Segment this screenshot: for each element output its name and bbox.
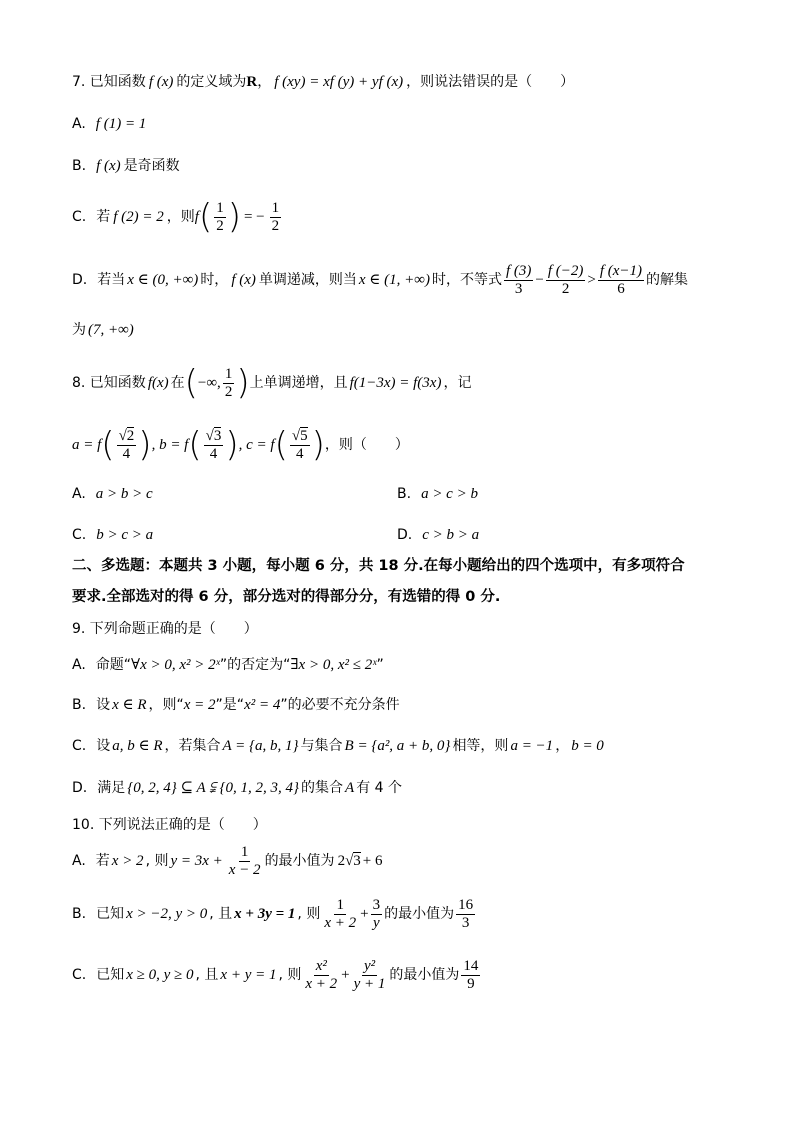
- math: f (x): [96, 158, 121, 174]
- option-label: A.: [72, 116, 86, 132]
- math: x + y = 1: [220, 967, 277, 983]
- fraction: $\frac{3}{y}$: [372, 896, 381, 931]
- math: a > b > c: [95, 486, 153, 502]
- option-label: B.: [72, 697, 87, 713]
- q7-option-d-continued: [72, 320, 134, 340]
- math: ∀x > 0, x² > 2ˣ: [131, 657, 220, 673]
- q7-stem-text: ，则说法错误的是（ ）: [406, 74, 575, 90]
- option-text: 若当: [97, 272, 126, 288]
- option-text: ，则: [166, 209, 195, 225]
- option-label: C.: [72, 967, 87, 983]
- q10-option-a[interactable]: A. 若 x > 2 , 则 y = 3x + $\frac{1}{x - 2}$ 的最小值为 2 √3 + 6: [72, 843, 383, 878]
- q8-definitions: a = f ( $\frac{√2}{4}$ ) , b = f ( $\frac{√3}{4}$ ) , c = f ( $\frac{√5}{4}$ ) ，则（ ）: [72, 425, 409, 465]
- fraction: $\frac{f (-2)}{2}$: [547, 262, 584, 297]
- option-label: A.: [72, 486, 86, 502]
- fraction: $\frac{16}{3}$: [458, 896, 474, 931]
- q7-option-b[interactable]: [72, 156, 180, 176]
- math: f (x): [148, 74, 174, 90]
- option-text: 命题“: [95, 657, 132, 673]
- option-label: B.: [72, 158, 87, 174]
- option-label: D.: [72, 780, 88, 796]
- q9-stem: 9. 下列命题正确的是（ ）: [72, 621, 258, 637]
- math: 2: [337, 853, 346, 869]
- option-text: 是奇函数: [123, 158, 180, 174]
- option-label: D.: [397, 527, 413, 543]
- math: +: [360, 906, 369, 922]
- fraction: $\frac{f (x-1)}{6}$: [599, 262, 643, 297]
- math: x² = 4: [244, 697, 281, 713]
- option-text: ”的必要不充分条件: [280, 697, 400, 713]
- q8-stem-text: ，则（ ）: [324, 437, 409, 453]
- math: b = 0: [571, 738, 604, 754]
- math: , b = f: [151, 437, 189, 453]
- option-text: ”是“: [215, 697, 245, 713]
- option-text: ”的否定为“: [219, 657, 291, 673]
- q8-option-b[interactable]: [397, 484, 478, 504]
- option-label: B.: [397, 486, 412, 502]
- option-text: 相等，则: [452, 738, 509, 754]
- math: + 6: [362, 853, 383, 869]
- q8-stem: 8. 已知函数 f(x) 在 ( −∞, $\frac{1}{2}$ ) 上单调递增，且 f(1−3x) = f(3x) ，记: [72, 363, 472, 403]
- math: a > c > b: [421, 486, 478, 502]
- math: f(1−3x) = f(3x): [349, 375, 442, 391]
- math: f: [194, 209, 199, 225]
- fraction: $\frac{1}{2}$: [224, 365, 233, 400]
- fraction: $\frac{1}{2}$: [271, 199, 280, 234]
- q8-stem-text: ，记: [443, 375, 472, 391]
- q7-option-d[interactable]: D. 若当 x ∈ (0, +∞) 时， f (x) 单调递减，则当 x ∈ (1, +∞) 时，不等式 $\frac{f (3)}{3}$ − $\frac{f (-2)}{2}$ > $\frac{f (x-1)}{6}$ 的解集: [72, 262, 689, 297]
- q9-option-b[interactable]: [72, 695, 400, 715]
- q8-stem-text: 上单调递增，且: [249, 375, 348, 391]
- math: {0, 2, 4} ⊆ A ⫋ {0, 1, 2, 3, 4}: [127, 780, 300, 796]
- option-text: 的集合: [301, 780, 344, 796]
- math: R: [246, 74, 258, 90]
- math: 3: [353, 853, 361, 869]
- q9-option-d[interactable]: [72, 778, 402, 798]
- option-text: 的最小值为: [264, 853, 335, 869]
- q10-option-c[interactable]: [72, 955, 482, 995]
- math: f (x): [231, 272, 256, 288]
- q10-stem: 10. 下列说法正确的是（ ）: [72, 817, 267, 833]
- option-text: , 则: [145, 853, 169, 869]
- option-text: 的最小值为: [384, 906, 455, 922]
- option-text: 设: [96, 697, 111, 713]
- option-label: C.: [72, 527, 87, 543]
- q7-stem: 7. 已知函数 f (x) 的定义域为 R ， f (xy) = xf (y) + yf (x) ，则说法错误的是（ ）: [72, 74, 575, 90]
- fraction: $\frac{14}{9}$: [463, 957, 479, 992]
- fraction: $\frac{√5}{4}$: [291, 427, 308, 462]
- q8-stem-text: 8. 已知函数: [72, 375, 146, 391]
- option-text: , 则: [278, 967, 302, 983]
- fraction: $\frac{\text{y²}}{y + 1}$: [353, 957, 386, 992]
- option-text: 为: [72, 322, 86, 338]
- math: a = −1: [510, 738, 554, 754]
- fraction: $\frac{√2}{4}$: [118, 427, 135, 462]
- q8-option-d[interactable]: [397, 525, 479, 545]
- math: f (1) = 1: [95, 116, 147, 132]
- option-text: ，则“: [148, 697, 184, 713]
- math: B = {a², a + b, 0}: [344, 738, 451, 754]
- q7-stem-text: 7. 已知函数: [72, 74, 146, 90]
- math: c > b > a: [422, 527, 480, 543]
- math: f (xy) = xf (y) + yf (x): [274, 74, 404, 90]
- math: x ≥ 0, y ≥ 0: [126, 967, 194, 983]
- option-text: , 则: [297, 906, 321, 922]
- math: b > c > a: [96, 527, 154, 543]
- option-text: 满足: [97, 780, 126, 796]
- option-label: A.: [72, 657, 86, 673]
- math: = −: [243, 209, 265, 225]
- math: (7, +∞): [88, 322, 134, 338]
- option-text: 已知: [96, 967, 125, 983]
- fraction: $\frac{1}{x + 2}$: [324, 896, 357, 931]
- option-text: ，: [555, 738, 570, 754]
- math: x = 2: [183, 697, 216, 713]
- math: f (2) = 2: [113, 209, 164, 225]
- section-heading-line-1: 二、多选题：本题共 3 小题，每小题 6 分，共 18 分.在每小题给出的四个选项中，有多项符合: [72, 558, 685, 574]
- option-text: 若: [96, 209, 111, 225]
- option-text: 有 4 个: [356, 780, 403, 796]
- q7-option-a[interactable]: [72, 114, 146, 134]
- q8-option-c[interactable]: [72, 525, 153, 545]
- math: a, b ∈ R: [112, 738, 163, 754]
- math: x + 3y = 1: [234, 906, 296, 922]
- math: x ∈ (0, +∞): [127, 272, 199, 288]
- math: , c = f: [238, 437, 275, 453]
- option-text: 时，: [200, 272, 229, 288]
- option-text: 的解集: [646, 272, 689, 288]
- q9-option-a[interactable]: [72, 655, 384, 675]
- option-text: , 且: [195, 967, 219, 983]
- math: ∃x > 0, x² ≤ 2ˣ: [290, 657, 377, 673]
- fraction: $\frac{f (3)}{3}$: [505, 262, 532, 297]
- math: x ∈ R: [112, 697, 147, 713]
- option-label: C.: [72, 738, 87, 754]
- option-text: 已知: [96, 906, 125, 922]
- math: y = 3x +: [170, 853, 223, 869]
- q8-option-a[interactable]: [72, 484, 153, 504]
- option-text: , 且: [209, 906, 233, 922]
- math: A = {a, b, 1}: [222, 738, 299, 754]
- option-text: 的最小值为: [389, 967, 460, 983]
- option-label: B.: [72, 906, 87, 922]
- option-text: 时，不等式: [431, 272, 502, 288]
- fraction: $\frac{1}{x - 2}$: [228, 843, 261, 878]
- math: x > 2: [111, 853, 144, 869]
- math: A: [345, 780, 355, 796]
- option-label: A.: [72, 853, 86, 869]
- option-text: ”: [376, 657, 384, 673]
- option-label: D.: [72, 272, 88, 288]
- option-text: 设: [96, 738, 111, 754]
- math: a = f: [72, 437, 102, 453]
- q9-option-c[interactable]: [72, 736, 604, 756]
- option-text: 与集合: [300, 738, 343, 754]
- option-text: ，若集合: [164, 738, 221, 754]
- math: f(x): [147, 375, 169, 391]
- option-label: C.: [72, 209, 87, 225]
- q10-option-b[interactable]: [72, 895, 477, 933]
- q7-stem-text: 的定义域为: [176, 74, 247, 90]
- q8-stem-text: 在: [170, 375, 185, 391]
- math: +: [341, 967, 350, 983]
- math: −∞,: [197, 375, 221, 391]
- option-text: 若: [95, 853, 110, 869]
- fraction: $\frac{\text{x²}}{x + 2}$: [305, 957, 338, 992]
- q7-option-c[interactable]: C. 若 f (2) = 2 ，则 f ( $\frac{1}{2}$ ) = − $\frac{1}{2}$: [72, 197, 280, 237]
- section-heading-line-2: 要求.全部选对的得 6 分，部分选对的得部分分，有选错的得 0 分.: [72, 589, 501, 605]
- fraction: $\frac{√3}{4}$: [205, 427, 222, 462]
- option-text: 单调递减，则当: [258, 272, 357, 288]
- math: x ∈ (1, +∞): [358, 272, 430, 288]
- fraction: $\frac{1}{2}$: [216, 199, 224, 234]
- math: x > −2, y > 0: [126, 906, 208, 922]
